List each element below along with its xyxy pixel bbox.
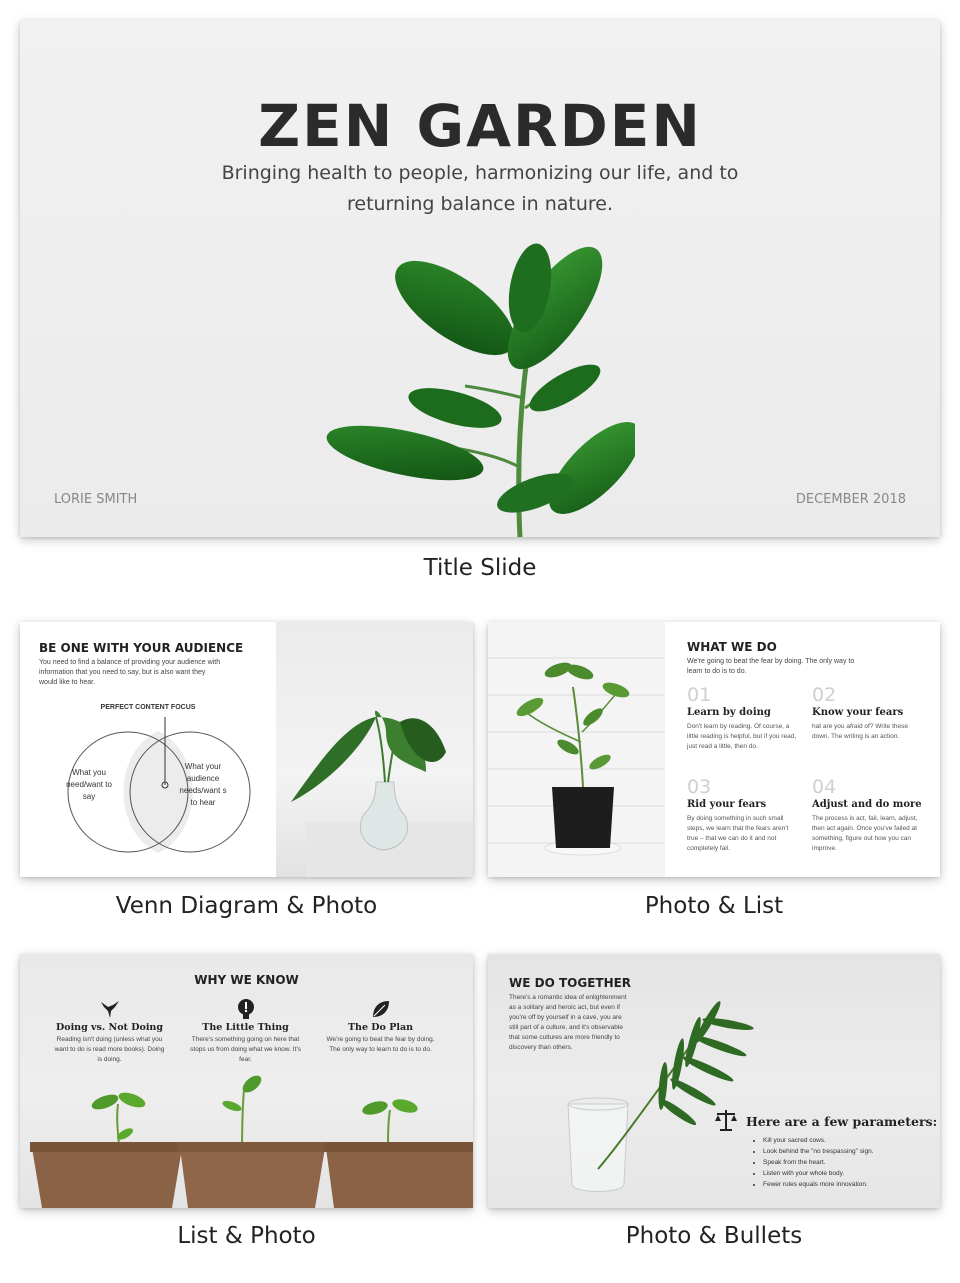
list-item: • Listen with your whole body. xyxy=(763,1168,940,1179)
author-name: LORIE SMITH xyxy=(54,492,138,507)
column-title: The Little Thing xyxy=(202,1022,289,1033)
parameters-list xyxy=(751,1135,940,1190)
column-text: There's something going on here that stops us from doing what we know. It's fear. xyxy=(190,1036,301,1063)
item-number: 03 xyxy=(687,776,712,798)
seedling-pots-photo xyxy=(20,1064,473,1208)
venn-diagram-slide[interactable] xyxy=(20,622,473,877)
parameters-title: Here are a few parameters: xyxy=(746,1114,938,1129)
title-slide[interactable] xyxy=(20,20,940,537)
balance-scale-icon xyxy=(713,1107,739,1133)
caption-photo-bullets-slide: Photo & Bullets xyxy=(625,1223,803,1249)
item-number: 04 xyxy=(812,776,837,798)
vase-plant-photo xyxy=(276,622,473,877)
column-text: Reading isn't doing (unless what you want to do is read more books). Doing is doing. xyxy=(54,1036,165,1063)
hummingbird-icon xyxy=(52,998,167,1020)
list-column xyxy=(188,998,303,1065)
venn-left-label: What you need/want to say xyxy=(66,768,112,801)
list-item xyxy=(687,777,797,854)
list-column xyxy=(323,998,438,1055)
list-item: • Fewer rules equals more innovation. xyxy=(763,1179,940,1190)
list-item: • Kill your sacred cows. xyxy=(763,1135,940,1146)
item-text: Don't learn by reading. Of course, a little reading is helpful, but if you read, just read a little, then do. xyxy=(687,723,797,750)
column-title: Doing vs. Not Doing xyxy=(56,1022,163,1033)
slide-subtitle: Bringing health to people, harmonizing our life, and to returning balance in nature. xyxy=(221,162,739,215)
slide-heading: BE ONE WITH YOUR AUDIENCE xyxy=(39,641,244,655)
photo-bullets-slide[interactable] xyxy=(488,954,940,1208)
slide-heading: WE DO TOGETHER xyxy=(509,976,632,990)
leaf-icon xyxy=(323,998,438,1020)
list-photo-slide[interactable] xyxy=(20,954,473,1208)
item-text: The process is act, fail, learn, adjust, then act again. Once you've failed at something, figure out how you can improve. xyxy=(812,815,918,852)
column-title: The Do Plan xyxy=(347,1022,414,1033)
list-column xyxy=(52,998,167,1065)
slide-title: ZEN GARDEN xyxy=(258,92,702,160)
venn-focus-label: PERFECT CONTENT FOCUS xyxy=(100,704,196,711)
list-item: • Look behind the "no trespassing" sign. xyxy=(763,1146,940,1157)
photo-list-slide[interactable] xyxy=(488,622,940,877)
potted-seedling-photo xyxy=(488,622,665,877)
presentation-date: DECEMBER 2018 xyxy=(795,492,906,507)
caption-photo-list-slide: Photo & List xyxy=(644,893,784,919)
caption-list-photo-slide: List & Photo xyxy=(177,1223,316,1249)
slide-heading: WHAT WE DO xyxy=(687,640,777,654)
column-text: We're going to beat the fear by doing. The only way to learn to do is to do. xyxy=(326,1036,435,1053)
item-title: Know your fears xyxy=(812,707,904,718)
caption-title-slide: Title Slide xyxy=(423,555,537,581)
venn-right-label: What your audience needs/want s to hear xyxy=(179,762,227,807)
list-item xyxy=(687,685,797,752)
item-number: 02 xyxy=(812,684,837,706)
list-item: • Speak from the heart. xyxy=(763,1157,940,1168)
item-title: Rid your fears xyxy=(687,799,767,810)
list-item xyxy=(812,777,922,854)
slide-body: You need to find a balance of providing your audience with information that you need to say, but is also want they would like to hear. xyxy=(39,659,221,686)
list-item xyxy=(812,685,922,742)
lightbulb-icon xyxy=(188,998,303,1020)
rubber-plant-photo xyxy=(305,238,635,537)
slide-body: There's a romantic idea of enlightenment as a solitary and heroic act, but even if you're off by yourself in a cave, you are still part of a culture, and it's observable that some cultures are more friendly to discovery than others. xyxy=(509,994,627,1051)
item-text: By doing something in such small steps, we learn that the fears aren't true – that we can do it and not completely fail. xyxy=(687,815,789,852)
item-title: Learn by doing xyxy=(687,707,771,718)
slide-intro: We're going to beat the fear by doing. The only way to learn to do is to do. xyxy=(687,658,855,675)
caption-venn-slide: Venn Diagram & Photo xyxy=(115,893,378,919)
item-number: 01 xyxy=(687,684,712,706)
item-title: Adjust and do more xyxy=(812,799,922,810)
item-text: hat are you afraid of? Write these down. The writing is an action. xyxy=(812,723,908,740)
slide-heading: WHY WE KNOW xyxy=(194,973,299,987)
